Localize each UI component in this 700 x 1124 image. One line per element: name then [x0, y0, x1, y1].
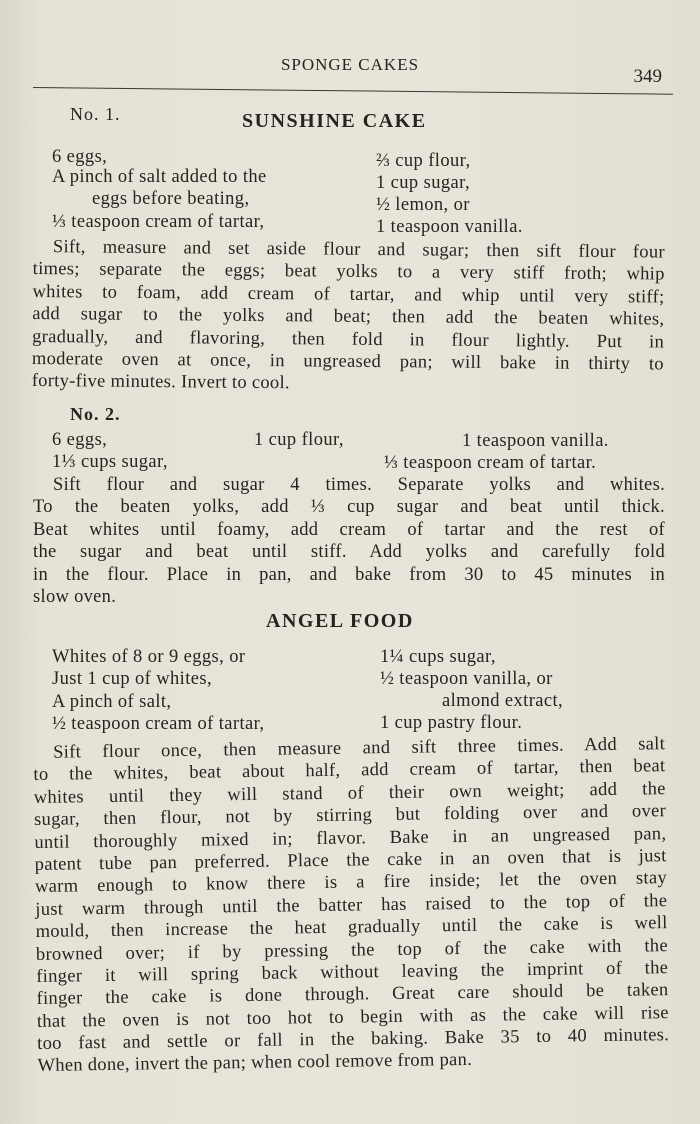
method-line: to the whites, beat about half, add cream of tartar, then beat: [33, 756, 666, 786]
ingredient: eggs before beating,: [92, 189, 250, 209]
ingredient: 1 teaspoon vanilla.: [462, 431, 609, 451]
recipe-number: No. 1.: [70, 104, 121, 124]
ingredient: 6 eggs,: [52, 147, 108, 167]
method-line: Sift, measure and set aside flour and sugar; then sift flour four: [52, 237, 665, 263]
recipe-title: ANGEL FOOD: [266, 610, 414, 632]
method-line: mould, then increase the heat gradually until the cake is well: [35, 913, 668, 943]
ingredient: 1 teaspoon vanilla.: [376, 217, 523, 237]
method-line: Beat whites until foamy, add cream of tartar and the rest of: [33, 519, 665, 540]
method-line: warm enough to know there is a fire inside; let the oven stay: [34, 868, 668, 898]
method-line: forty-five minutes. Invert to cool.: [31, 371, 290, 394]
ingredient: 1 cup flour,: [254, 430, 344, 450]
ingredient: 1¼ cups sugar,: [380, 647, 496, 667]
method-line: just warm through until the batter has raised to the top of the: [35, 890, 668, 920]
method-line: slow oven.: [33, 586, 117, 607]
ingredient: ½ lemon, or: [376, 195, 470, 215]
method-line: whites to foam, add cream of tartar, and whip until very stiff;: [32, 281, 665, 308]
method-line: Sift flour once, then measure and sift three times. Add salt: [53, 734, 666, 763]
method-line: To the beaten yolks, add ⅓ cup sugar and beat until thick.: [33, 497, 665, 518]
ingredient: 1 cup sugar,: [376, 173, 470, 193]
recipe-method: [33, 733, 670, 1078]
method-line: When done, invert the pan; when cool remove from pan.: [37, 1050, 473, 1077]
ingredient: Whites of 8 or 9 eggs, or: [52, 647, 246, 667]
method-line: times; separate the eggs; beat yolks to a very stiff froth; whip: [32, 259, 665, 285]
ingredient: ⅓ teaspoon cream of tartar.: [384, 453, 597, 473]
ingredient: A pinch of salt,: [52, 692, 172, 712]
running-head: SPONGE CAKES: [280, 55, 420, 74]
recipe-number: No. 2.: [70, 404, 121, 424]
page-number: 349: [633, 66, 662, 87]
recipe-method: [33, 474, 665, 608]
ingredient: A pinch of salt added to the: [52, 167, 267, 187]
ingredient: almond extract,: [442, 691, 564, 711]
method-line: whites until they will stand of their own weight; add the: [33, 778, 666, 808]
method-line: add sugar to the yolks and beat; then add the beaten whites,: [32, 304, 665, 330]
method-line: browned over; if by pressing the top of the cake with the: [35, 935, 669, 965]
ingredient: 1 cup pastry flour.: [380, 713, 523, 733]
method-line: patent tube pan preferred. Place the cake in an oven that is just: [34, 846, 667, 875]
method-line: in the flour. Place in pan, and bake from 30 to 45 minutes in: [33, 564, 665, 585]
method-line: that the oven is not too hot to begin with as the cake will rise: [36, 1002, 669, 1032]
method-line: the sugar and beat until stiff. Add yolks and carefully fold: [33, 542, 665, 563]
ingredient: ⅔ cup flour,: [376, 151, 471, 171]
header-rule: [33, 87, 673, 95]
recipe-method: [32, 236, 665, 398]
method-line: sugar, then flour, not by stirring but folding over and over: [33, 801, 667, 831]
method-line: finger it will spring back without leaving the imprint of the: [36, 958, 669, 987]
method-line: Sift flour and sugar 4 times. Separate yolks and whites.: [53, 475, 665, 495]
method-line: moderate oven at once, in ungreased pan; will bake in thirty to: [31, 348, 664, 375]
method-line: finger the cake is done through. Great care should be taken: [36, 980, 669, 1010]
ingredient: Just 1 cup of whites,: [52, 669, 212, 689]
ingredient: ½ teaspoon cream of tartar,: [52, 714, 265, 734]
method-line: too fast and settle or fall in the baking. Bake 35 to 40 minutes.: [37, 1025, 670, 1055]
method-line: gradually, and flavoring, then fold in flour lightly. Put in: [32, 326, 665, 353]
ingredient: ½ teaspoon vanilla, or: [380, 669, 553, 689]
ingredient: 6 eggs,: [52, 430, 108, 450]
ingredient: ⅓ teaspoon cream of tartar,: [52, 212, 265, 232]
method-line: until thoroughly mixed in; flavor. Bake in an ungreased pan,: [34, 823, 667, 853]
ingredient: 1⅓ cups sugar,: [52, 452, 168, 472]
recipe-title: SUNSHINE CAKE: [242, 110, 427, 132]
